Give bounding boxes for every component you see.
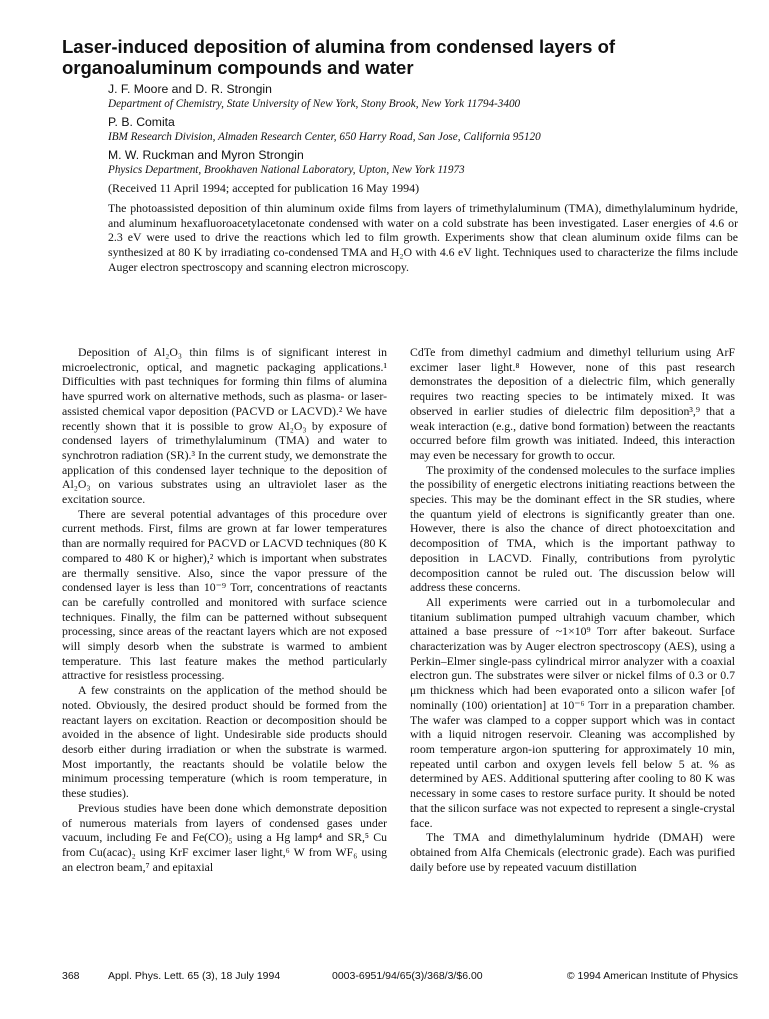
author-names: M. W. Ruckman and Myron Strongin — [108, 148, 304, 162]
paragraph: A few constraints on the application of the method should be noted. Obviously, the desired product should be formed from the reactant layers on excitation. Reaction or decomposition should be avoided in the absence of light. Undesirable side products should desorb either during irradiation or when the substrate is warmed. Most importantly, the reactants should be volatile below the minimum processing temperature (which is room temperature, in these studies). — [62, 683, 387, 801]
paragraph: The TMA and dimethylaluminum hydride (DMAH) were obtained from Alfa Chemicals (electronic grade). Each was purified daily before use by repeated vacuum distillation — [410, 830, 735, 874]
author-names: J. F. Moore and D. R. Strongin — [108, 82, 272, 96]
author-block — [108, 115, 748, 144]
author-affiliation: Department of Chemistry, State University of New York, Stony Brook, New York 11794-3400 — [108, 98, 521, 110]
abstract: The photoassisted deposition of thin aluminum oxide films from layers of trimethylaluminum (TMA), dimethylaluminum hydride, and aluminum hexafluoroacetylacetonate condensed with water on a cold substrate has been investigated. Laser energies of 4.6 or 2.3 eV were used to drive the reactions which led to film growth. Experiments show that clean aluminum oxide films can be synthesized at 80 K by irradiating co-condensed TMA and H₂O with 4.6 eV light. Techniques used to characterize the films include Auger electron spectroscopy and scanning electron microscopy. — [108, 201, 738, 274]
paragraph: Deposition of Al₂O₃ thin films is of significant interest in microelectronic, optical, and magnetic packaging applications.¹ Difficulties with past techniques for forming thin films of alumina have spurred work on alternative methods, such as plasma- or laser-assisted chemical vapor deposition (PACVD or LACVD).² We have recently shown that it is possible to grow Al₂O₃ by exposure of condensed layers of trimethylaluminum (TMA) and water to synchrotron radiation (SR).³ In the current study, we demonstrate the application of this condensed layer technique to the deposition of Al₂O₃ on various substrates using an ultraviolet laser as the excitation source. — [62, 345, 387, 507]
author-affiliation: Physics Department, Brookhaven National Laboratory, Upton, New York 11973 — [108, 164, 465, 176]
paragraph: CdTe from dimethyl cadmium and dimethyl tellurium using ArF excimer laser light.⁸ However, none of this past research demonstrates the deposition of a dielectric film, which generally requires two reacting species to be intimately mixed. It was observed in earlier studies of dielectric film deposition³,⁹ that a weak interaction (e.g., dative bond formation) between the reactants occurred before film growth was initiated. Indeed, this interaction may even be necessary for growth to occur. — [410, 345, 735, 462]
author-list — [108, 82, 748, 275]
paragraph: The proximity of the condensed molecules to the surface implies the possibility of energetic electrons initiating reactions between the species. This may be the dominant effect in the SR studies, where the quantum yield of electrons is significantly greater than one. However, there is also the chance of direct photoexcitation and decomposition of TMA, which is the important pathway to deposition in LACVD. Finally, contributions from pyrolytic decomposition cannot be ruled out. The discussion below will address these concerns. — [410, 462, 735, 595]
paper-title: Laser-induced deposition of alumina from condensed layers of organoaluminum compounds and water — [62, 36, 616, 78]
author-block — [108, 148, 748, 177]
body-column-left — [62, 345, 387, 874]
author-affiliation: IBM Research Division, Almaden Research Center, 650 Harry Road, San Jose, California 95120 — [108, 131, 541, 143]
author-names: P. B. Comita — [108, 115, 175, 129]
received-dates: (Received 11 April 1994; accepted for publication 16 May 1994) — [108, 181, 420, 195]
body-column-right — [410, 345, 735, 874]
article-code: 0003-6951/94/65(3)/368/3/$6.00 — [332, 970, 483, 982]
author-block — [108, 82, 748, 111]
page-number: 368 — [62, 970, 80, 982]
paragraph: All experiments were carried out in a turbomolecular and titanium sublimation pumped ultrahigh vacuum chamber, which attained a base pressure of ~1×10⁹ Torr after bakeout. Surface characterization was by Auger electron spectroscopy (AES), using a Perkin–Elmer single-pass cylindrical mirror analyzer with a coaxial electron gun. The substrates were silver or nickel films of 0.3 or 0.7 μm thickness which had been evaporated onto a silicon wafer [of nominally (100) orientation] at 10⁻⁶ Torr in a preparation chamber. The wafer was clamped to a copper support which was in contact with a liquid nitrogen reservoir. Cleaning was accomplished by room temperature argon-ion sputtering for approximately 10 min, repeated until carbon and oxygen levels fell below 5 at. % as determined by AES. Additional sputtering after cooling to 80 K was necessary in some cases to restore surface purity. It should be noted that the silicon surface was not expected to represent a single-crystal face. — [410, 594, 735, 830]
journal-citation: Appl. Phys. Lett. 65 (3), 18 July 1994 — [108, 970, 281, 982]
copyright-notice: © 1994 American Institute of Physics — [566, 970, 738, 982]
page-footer — [62, 970, 738, 984]
paragraph: Previous studies have been done which demonstrate deposition of numerous materials from layers of condensed gases under vacuum, including Fe and Fe(CO)₅ using a Hg lamp⁴ and SR,⁵ Cu from Cu(acac)₂ using KrF excimer laser light,⁶ W from WF₆ using an electron beam,⁷ and epitaxial — [62, 800, 387, 874]
paragraph: There are several potential advantages of this procedure over current methods. First, films are grown at far lower temperatures than are normally required for PACVD or LACVD techniques (80 K compared to 480 K or higher),² which is important when substrates are thermally sensitive. Also, since the vapor pressure of the condensed layer is less than 10⁻⁹ Torr, concentrations of reactants can be carefully controlled and monitored with surface science techniques. Finally, the film can be patterned without subsequent processing, since areas of the reactant layers which are not exposed will simply desorb when the substrate is warmed to ambient temperature. This last feature makes the method particularly attractive for resistless processing. — [62, 506, 387, 683]
